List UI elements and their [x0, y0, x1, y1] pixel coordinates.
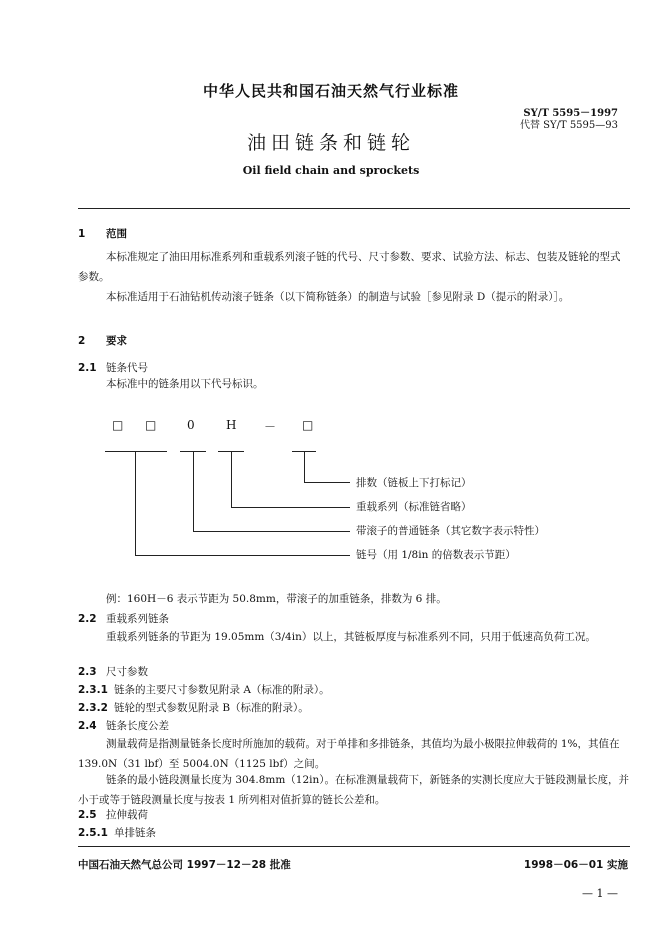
- legend-chain-number: 链号（用 1/8in 的倍数表示节距）: [356, 549, 516, 561]
- section-2-3-heading: [78, 664, 148, 679]
- section-number: 2.4: [78, 720, 97, 732]
- section-1-paragraph-2: 本标准适用于石油钻机传动滚子链条（以下简称链条）的制造与试验［参见附录 D（提示的附录）］。: [106, 291, 570, 303]
- section-title: 要求: [106, 335, 127, 347]
- leader-strands-vertical: [304, 451, 305, 482]
- section-title: 链条代号: [106, 362, 148, 374]
- footer-rule: [78, 846, 630, 847]
- section-2-1-paragraph: 本标准中的链条用以下代号标识。: [106, 378, 264, 390]
- section-number: 2.5: [78, 809, 97, 821]
- page-number: — 1 —: [582, 887, 618, 900]
- section-2-4-paragraph-2: 链条的最小链段测量长度为 304.8mm（12in）。在标准测量载荷下，新链条的实测长度应大于链段测量长度，并小于或等于链段测量长度与按表 1 所列相对值折算的链长公差和。: [78, 774, 630, 806]
- section-2-5-1-heading: [78, 825, 156, 840]
- section-text: 链条的主要尺寸参数见附录 A（标准的附录）。: [114, 684, 330, 696]
- leader-chain-number-horizontal: [135, 555, 350, 556]
- section-number: 2.3.2: [78, 702, 108, 714]
- section-2-2-heading: [78, 611, 169, 626]
- section-number: 1: [78, 228, 86, 240]
- issuing-organization: 中华人民共和国石油天然气行业标准: [202, 82, 459, 100]
- section-title: 链条长度公差: [106, 720, 169, 732]
- section-title: 单排链条: [114, 827, 156, 839]
- underline-chain-number: [105, 451, 167, 452]
- section-number: 2.3: [78, 666, 97, 678]
- section-2-heading: [78, 333, 127, 348]
- leader-strands-horizontal: [304, 482, 350, 483]
- section-2-3-2: [78, 700, 309, 715]
- section-title: 拉伸载荷: [106, 809, 148, 821]
- section-2-4-paragraph-1: 测量载荷是指测量链条长度时所施加的载荷。对于单排和多排链条，其值均为最小极限拉伸载荷的 1%，其值在 139.0N（31 lbf）至 5004.0N（1125 lbf）之间。: [78, 738, 620, 770]
- leader-heavy-vertical: [231, 451, 232, 507]
- legend-heavy-series: 重载系列（标准链省略）: [356, 501, 472, 513]
- legend-strands: 排数（链板上下打标记）: [356, 477, 472, 489]
- section-text: 链轮的型式参数见附录 B（标准的附录）。: [114, 702, 309, 714]
- leader-chain-number-vertical: [135, 451, 136, 555]
- section-2-2-paragraph: 重载系列链条的节距为 19.05mm（3/4in）以上，其链板厚度与标准系列不同，只用于低速高负荷工况。: [106, 631, 596, 643]
- code-symbol-zero: 0: [187, 418, 195, 432]
- section-title: 范围: [106, 228, 127, 240]
- section-number: 2.1: [78, 362, 97, 374]
- code-symbol-dash: －: [264, 420, 277, 434]
- standard-code: SY/T 5595－1997: [523, 108, 618, 119]
- code-symbol-chain-number: □: [112, 418, 124, 432]
- section-number: 2.5.1: [78, 827, 108, 839]
- code-symbol-strands: □: [302, 418, 314, 432]
- code-symbol-secondary: □: [145, 418, 157, 432]
- section-title: 重载系列链条: [106, 613, 169, 625]
- implementation-date: 1998－06－01 实施: [523, 859, 628, 871]
- header-rule: [78, 208, 630, 209]
- section-2-3-1: [78, 682, 330, 697]
- replaces-code: 代替 SY/T 5595—93: [519, 120, 618, 131]
- leader-heavy-horizontal: [231, 507, 350, 508]
- section-2-1-heading: [78, 360, 148, 375]
- approval-date: 中国石油天然气总公司 1997－12－28 批准: [78, 859, 291, 871]
- section-number: 2.2: [78, 613, 97, 625]
- leader-zero-vertical: [193, 451, 194, 531]
- title-chinese: 油田链条和链轮: [246, 132, 415, 154]
- section-1-heading: [78, 226, 127, 241]
- code-example: 例：160H－6 表示节距为 50.8mm，带滚子的加重链条，排数为 6 排。: [106, 593, 447, 605]
- code-symbol-heavy: H: [226, 418, 237, 432]
- section-2-5-heading: [78, 807, 148, 822]
- section-number: 2.3.1: [78, 684, 108, 696]
- section-2-4-heading: [78, 718, 169, 733]
- section-title: 尺寸参数: [106, 666, 148, 678]
- section-number: 2: [78, 335, 86, 347]
- section-1-paragraph-1: 本标准规定了油田用标准系列和重载系列滚子链的代号、尺寸参数、要求、试验方法、标志、包装及链轮的型式参数。: [78, 251, 621, 283]
- leader-zero-horizontal: [193, 531, 350, 532]
- legend-roller-chain: 带滚子的普通链条（其它数字表示特性）: [356, 525, 545, 537]
- title-english: Oil field chain and sprockets: [242, 164, 420, 177]
